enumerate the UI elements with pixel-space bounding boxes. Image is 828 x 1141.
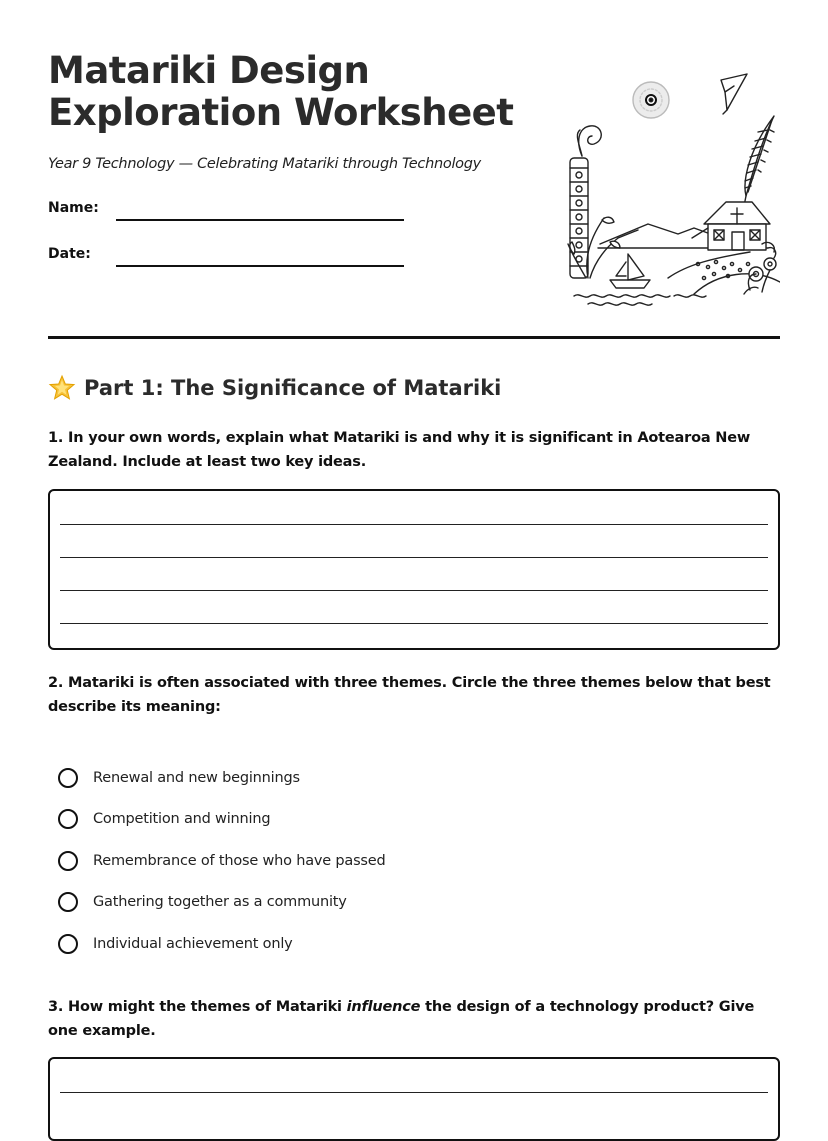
radio-circle[interactable] — [58, 768, 78, 788]
date-label: Date: — [48, 246, 91, 262]
radio-circle[interactable] — [58, 934, 78, 954]
theme-option-label: Individual achievement only — [93, 935, 293, 952]
radio-circle[interactable] — [58, 809, 78, 829]
pebbles-icon — [668, 252, 750, 280]
part-1-heading — [48, 374, 501, 402]
question-1: 1. In your own words, explain what Matariki is and why it is significant in Aotearoa New Zealand. Include at least two key ideas. — [48, 430, 751, 470]
header-divider — [48, 336, 780, 339]
name-field — [48, 200, 408, 228]
answer-line — [60, 557, 768, 558]
question-2: 2. Matariki is often associated with three themes. Circle the three themes below that best describe its meaning: — [48, 675, 771, 715]
question-3-text-end: the design of a technology product? Give one example. — [48, 999, 755, 1039]
theme-option[interactable] — [58, 799, 386, 841]
page-title — [48, 50, 513, 134]
theme-option[interactable] — [58, 757, 386, 799]
answer-line — [60, 590, 768, 591]
answer-box-1[interactable] — [48, 489, 780, 650]
date-input-line[interactable] — [116, 265, 404, 267]
waka-boat-icon — [610, 254, 650, 288]
radio-circle[interactable] — [58, 851, 78, 871]
theme-options-list — [58, 757, 386, 965]
theme-option-label: Remembrance of those who have passed — [93, 852, 386, 869]
part-1-title: Part 1: The Significance of Matariki — [84, 376, 502, 400]
wharenui-house-icon — [692, 202, 770, 250]
name-input-line[interactable] — [116, 219, 404, 221]
theme-option-label: Renewal and new beginnings — [93, 769, 300, 786]
star-icon — [48, 374, 76, 402]
theme-option-label: Gathering together as a community — [93, 894, 347, 911]
theme-option[interactable] — [58, 840, 386, 882]
kite-icon — [721, 74, 747, 114]
theme-option[interactable] — [58, 882, 386, 924]
date-field — [48, 246, 408, 274]
name-label: Name: — [48, 200, 99, 216]
worksheet-page — [48, 0, 780, 1118]
title-line-2: Exploration Worksheet — [48, 91, 514, 134]
radio-circle[interactable] — [58, 892, 78, 912]
answer-box-3[interactable] — [48, 1057, 780, 1141]
answer-line — [60, 623, 768, 624]
star-disc-icon — [633, 82, 669, 118]
matariki-landscape-illustration — [518, 68, 780, 314]
theme-option-label: Competition and winning — [93, 811, 271, 828]
title-line-1: Matariki Design — [48, 49, 370, 92]
feather-icon — [744, 116, 774, 206]
theme-option[interactable] — [58, 923, 386, 965]
page-subtitle: Year 9 Technology — Celebrating Matariki through Technology — [48, 156, 481, 172]
worksheet-header — [48, 0, 780, 340]
answer-line — [60, 524, 768, 525]
question-3-emphasis: influence — [346, 999, 421, 1015]
answer-line — [60, 1092, 768, 1093]
question-3-text-start: 3. How might the themes of Matariki — [48, 999, 347, 1015]
koru-icon — [577, 126, 601, 156]
question-3 — [48, 995, 780, 1043]
pou-carving-icon — [570, 158, 588, 278]
waves-icon — [574, 295, 706, 305]
